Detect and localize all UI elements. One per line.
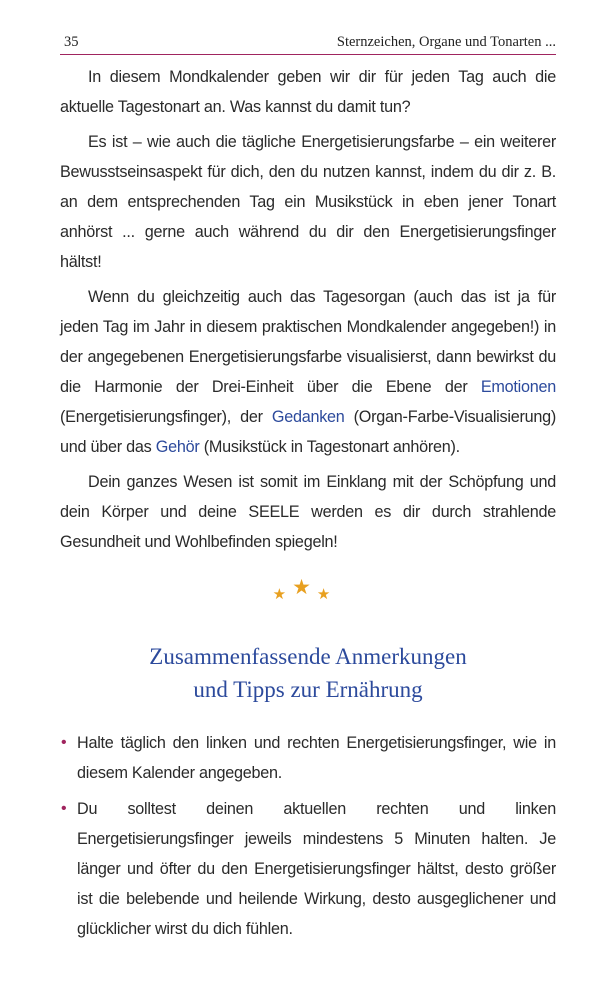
highlight-gedanken: Gedanken — [271, 408, 345, 426]
star-icon: ★ — [316, 586, 331, 603]
body-text — [60, 62, 556, 562]
paragraph-3 — [60, 282, 556, 462]
list-item-text: Halte täglich den linken und rechten Energetisierungsfinger, wie in diesem Kalender angegeben. — [77, 734, 556, 782]
list-item — [60, 794, 556, 944]
tips-list — [60, 728, 556, 950]
list-item — [60, 728, 556, 788]
paragraph-3-text-1: Wenn du gleichzeitig auch das Tagesorgan (auch das ist ja für jeden Tag im Jahr in diesem praktischen Mondkalender angegeben!) in der angegebenen Energetisierungsfarbe visualisierst, dann bewirkst du die Harmonie der Drei-Einheit über die Ebene der — [60, 288, 556, 396]
heading-line-1: Zusammenfassende Anmerkungen — [149, 644, 467, 669]
heading-line-2: und Tipps zur Ernährung — [193, 677, 423, 702]
paragraph-1: In diesem Mondkalender geben wir dir für jeden Tag auch die aktuelle Tagestonart an. Was kannst du damit tun? — [60, 68, 556, 116]
paragraph-3-text-4: (Musikstück in Tagestonart anhören). — [199, 438, 460, 456]
section-heading — [60, 640, 556, 706]
paragraph-3-text-2: (Energetisierungsfinger), der — [60, 408, 272, 426]
running-title: Sternzeichen, Organe und Tonarten ... — [336, 34, 556, 50]
star-icon: ★ — [292, 576, 311, 599]
paragraph-2: Es ist – wie auch die tägliche Energetisierungsfarbe – ein weiterer Bewusstseinsaspekt für dich, den du nutzen kannst, indem du dir z. B. an dem entsprechenden Tag ein Musikstück in eben jener Tonart anhörst ... gerne auch während du dir den Energetisierungsfinger hältst! — [60, 133, 556, 271]
star-divider — [0, 575, 603, 605]
bullet-icon: • — [61, 800, 67, 817]
highlight-emotionen: Emotionen — [480, 378, 556, 396]
paragraph-4: Dein ganzes Wesen ist somit im Einklang mit der Schöpfung und dein Körper und deine SEELE werden es dir durch strahlende Gesundheit und Wohlbefinden spiegeln! — [60, 473, 556, 551]
highlight-gehoer: Gehör — [155, 438, 200, 456]
star-icon: ★ — [272, 586, 287, 603]
page-number: 35 — [64, 34, 79, 50]
bullet-icon: • — [61, 734, 67, 751]
running-header — [60, 32, 556, 55]
paragraph-3-text-3: (Organ-Farbe-Visualisierung) und über das — [60, 408, 556, 456]
list-item-text: Du solltest deinen aktuellen rechten und linken Energetisierungsfinger jeweils mindestens 5 Minuten halten. Je länger und öfter du den Energetisierungsfinger hältst, desto größer ist die belebende und heilende Wirkung, desto ausgeglichener und glücklicher wirst du dich fühlen. — [77, 800, 556, 938]
